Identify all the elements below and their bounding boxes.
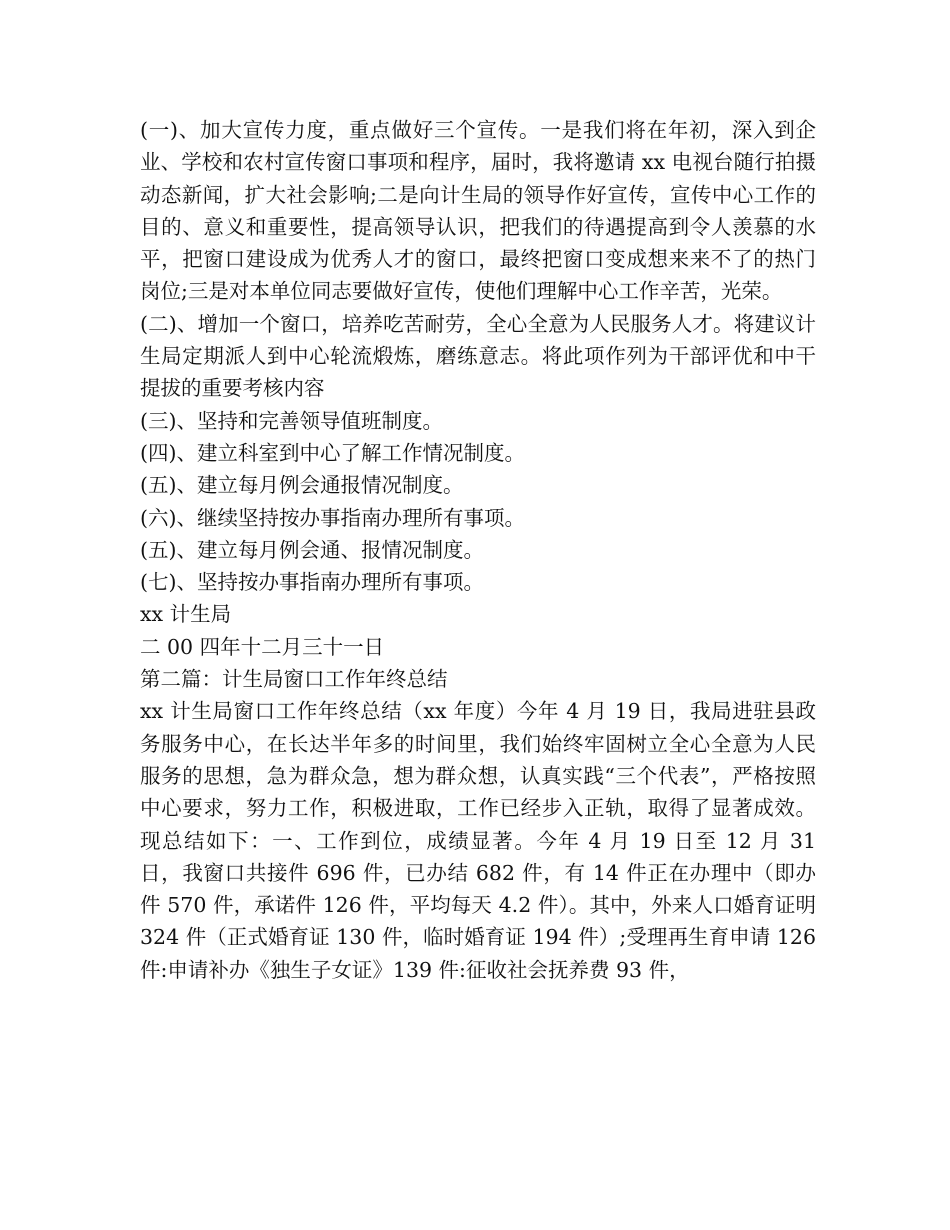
paragraph-monthly-meeting-repeat: (五)、建立每月例会通、报情况制度。 — [140, 537, 484, 562]
paragraph-add-window: (二)、增加一个窗口，培养吃苦耐劳，全心全意为人民服务人才。将建议计生局定期派人到中心轮流煅炼，磨练意志。将此项作列为干部评优和中干提拔的重要考核内容 — [140, 311, 816, 401]
paragraph-leader-duty: (三)、坚持和完善领导值班制度。 — [140, 408, 443, 433]
document-page — [140, 114, 816, 986]
signature-organization: xx 计生局 — [140, 602, 232, 627]
signature-date: 二 00 四年十二月三十一日 — [140, 634, 385, 659]
paragraph-monthly-meeting: (五)、建立每月例会通报情况制度。 — [140, 473, 464, 498]
section-heading: 第二篇：计生局窗口工作年终总结 — [140, 667, 448, 692]
paragraph-office-visit: (四)、建立科室到中心了解工作情况制度。 — [140, 440, 525, 465]
paragraph-service-guide-seven: (七)、坚持按办事指南办理所有事项。 — [140, 570, 484, 595]
paragraph-annual-summary: xx 计生局窗口工作年终总结（xx 年度）今年 4 月 19 日，我局进驻县政务服务中心，在长达半年多的时间里，我们始终牢固树立全心全意为人民服务的思想，急为群众急，想为群众想，认真实践“三个代表”，严格按照中心要求，努力工作，积极进取，工作已经步入正轨，取得了显著成效。现总结如下：一、工作到位，成绩显著。今年 4 月 19 日至 12 月 31 日，我窗口共接件 696 件，已办结 682 件，有 14 件正在办理中（即办件 570 件，承诺件 126 件，平均每天 4.2 件）。其中，外来人口婚育证明 324 件（正式婚育证 130 件，临时婚育证 194 件）;受理再生育申请 126 件:申请补办《独生子女证》139 件:征收社会抚养费 93 件， — [140, 699, 816, 982]
paragraph-publicity: (一)、加大宣传力度，重点做好三个宣传。一是我们将在年初，深入到企业、学校和农村宣传窗口事项和程序，届时，我将邀请 xx 电视台随行拍摄动态新闻，扩大社会影响;二是向计生局的领导作好宣传，宣传中心工作的目的、意义和重要性，提高领导认识，把我们的待遇提高到令人羡慕的水平，把窗口建设成为优秀人才的窗口，最终把窗口变成想来来不了的热门岗位;三是对本单位同志要做好宣传，使他们理解中心工作辛苦，光荣。 — [140, 118, 816, 304]
paragraph-service-guide: (六)、继续坚持按办事指南办理所有事项。 — [140, 505, 525, 530]
